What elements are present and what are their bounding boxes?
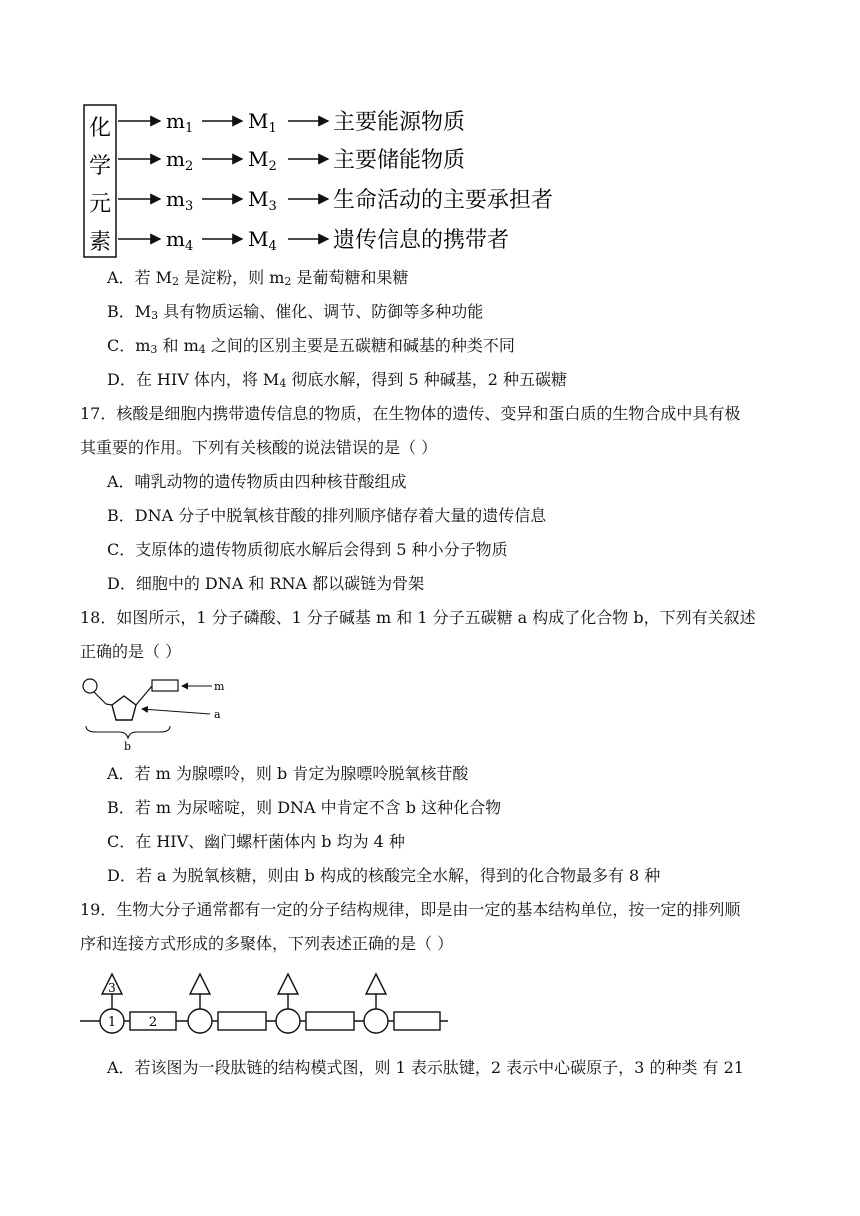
svg-text:3: 3 xyxy=(108,981,116,995)
flow-row xyxy=(118,187,553,214)
q17-option-c: C．支原体的遗传物质彻底水解后会得到 5 种小分子物质 xyxy=(107,540,508,559)
q18-option-a: A．若 m 为腺嘌呤，则 b 肯定为腺嘌呤脱氧核苷酸 xyxy=(107,764,469,783)
svg-text:m2: $m_2$ xyxy=(166,147,194,174)
q18-option-d: D．若 a 为脱氧核糖，则由 b 构成的核酸完全水解，得到的化合物最多有 8 种 xyxy=(107,866,661,885)
q17-option-a: A．哺乳动物的遗传物质由四种核苷酸组成 xyxy=(107,472,407,491)
svg-text:m4: $m_4$ xyxy=(166,227,194,254)
svg-text:遗传信息的携带者: 遗传信息的携带者 xyxy=(333,228,510,253)
brace-b xyxy=(86,726,170,738)
svg-text:M3: $M_3$ xyxy=(248,187,277,214)
svg-text:主要储能物质: 主要储能物质 xyxy=(333,148,466,173)
nucleotide-diagram xyxy=(76,674,316,754)
monomer-unit xyxy=(364,974,440,1033)
svg-text:M4: $M_4$ xyxy=(248,227,277,254)
base-rect xyxy=(152,680,178,691)
svg-text:M1: $M_1$ xyxy=(248,109,277,136)
elements-char: 素 xyxy=(88,230,112,255)
monomer-unit xyxy=(188,974,266,1033)
svg-text:m3: $m_3$ xyxy=(166,187,194,214)
svg-text:1: 1 xyxy=(107,1015,117,1030)
flow-row xyxy=(118,147,465,174)
label-a: a xyxy=(214,708,221,721)
svg-text:主要能源物质: 主要能源物质 xyxy=(333,110,466,135)
label-m: m xyxy=(214,680,225,693)
flow-row xyxy=(118,109,465,136)
q16-option-c: C．$m_3$ 和 $m_4$ 之间的区别主要是五碳糖和碱基的种类不同 xyxy=(107,336,515,356)
monomer-unit xyxy=(100,974,176,1033)
flow-row xyxy=(118,227,509,254)
polymer-diagram xyxy=(76,968,476,1038)
q19-stem: 序和连接方式形成的多聚体，下列表述正确的是（ ） xyxy=(80,934,454,953)
q17-stem: 其重要的作用。下列有关核酸的说法错误的是（ ） xyxy=(80,438,438,457)
q18-stem: 18．如图所示，1 分子磷酸、1 分子碱基 m 和 1 分子五碳糖 a 构成了化合物 b，下列有关叙述 xyxy=(80,608,756,627)
q19-stem: 19．生物大分子通常都有一定的分子结构规律，即是由一定的基本结构单位，按一定的排列顺 xyxy=(80,900,741,919)
q17-stem: 17．核酸是细胞内携带遗传信息的物质，在生物体的遗传、变异和蛋白质的生物合成中具有极 xyxy=(80,404,741,423)
elements-char: 元 xyxy=(88,192,112,217)
q16-option-b: B．$M_3$ 具有物质运输、催化、调节、防御等多种功能 xyxy=(107,302,484,322)
elements-char: 学 xyxy=(88,154,112,179)
q16-option-d: D．在 HIV 体内，将 $M_4$ 彻底水解，得到 5 种碱基，2 种五碳糖 xyxy=(107,370,568,390)
q18-stem: 正确的是（ ） xyxy=(80,642,182,661)
q17-option-d: D．细胞中的 DNA 和 RNA 都以碳链为骨架 xyxy=(107,574,425,593)
elements-char: 化 xyxy=(88,116,112,141)
q19-option-a: A．若该图为一段肽链的结构模式图，则 1 表示肽键，2 表示中心碳原子，3 的种类 有 21 xyxy=(107,1058,744,1077)
svg-text:m1: $m_1$ xyxy=(166,109,194,136)
q18-option-c: C．在 HIV、幽门螺杆菌体内 b 均为 4 种 xyxy=(107,832,405,851)
q16-option-a: A．若 $M_2$ 是淀粉，则 $m_2$ 是葡萄糖和果糖 xyxy=(107,268,409,288)
q18-option-b: B．若 m 为尿嘧啶，则 DNA 中肯定不含 b 这种化合物 xyxy=(107,798,502,817)
label-b: b xyxy=(124,740,132,753)
svg-text:M2: $M_2$ xyxy=(248,147,277,174)
monomer-unit xyxy=(276,974,354,1033)
phosphate-circle xyxy=(83,679,97,693)
svg-text:生命活动的主要承担者: 生命活动的主要承担者 xyxy=(333,188,554,213)
svg-text:2: 2 xyxy=(148,1015,158,1030)
q17-option-b: B．DNA 分子中脱氧核苷酸的排列顺序储存着大量的遗传信息 xyxy=(107,506,547,525)
pentose-pentagon xyxy=(112,696,136,720)
